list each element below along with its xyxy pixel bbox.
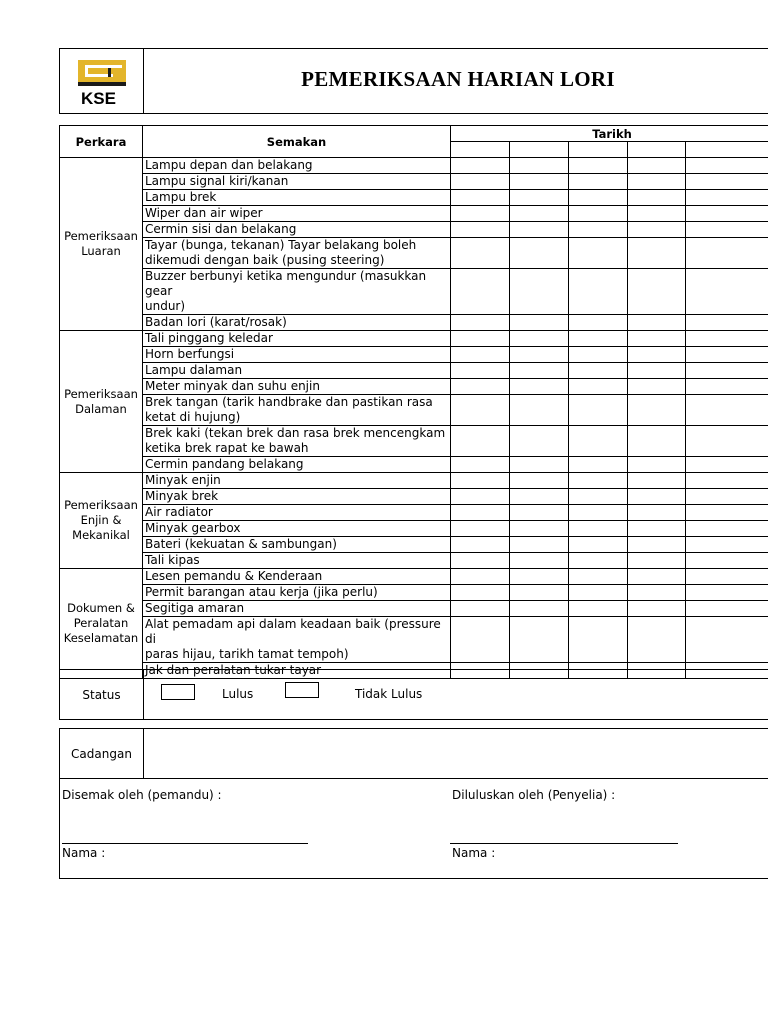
check-item — [143, 473, 451, 489]
table-row — [60, 489, 768, 505]
check-cell[interactable] — [628, 521, 686, 537]
check-cell[interactable] — [510, 585, 569, 601]
check-cell[interactable] — [510, 315, 569, 331]
check-cell[interactable] — [510, 158, 569, 174]
category-label: Mekanikal — [72, 528, 130, 542]
check-cell[interactable] — [628, 601, 686, 617]
check-item-text: Lesen pemandu & Kenderaan — [145, 569, 323, 583]
check-cell[interactable] — [451, 238, 510, 269]
check-cell[interactable] — [569, 426, 628, 457]
category-cell — [60, 569, 143, 679]
check-cell[interactable] — [686, 174, 768, 190]
category-cell — [60, 331, 143, 473]
check-cell[interactable] — [451, 190, 510, 206]
check-cell[interactable] — [569, 537, 628, 553]
check-item-text: Buzzer berbunyi ketika mengundur (masukkan gear — [145, 269, 427, 298]
check-cell[interactable] — [569, 379, 628, 395]
check-item — [143, 569, 451, 585]
check-cell[interactable] — [510, 395, 569, 426]
check-item — [143, 347, 451, 363]
check-cell[interactable] — [569, 521, 628, 537]
check-cell[interactable] — [510, 601, 569, 617]
check-item-text: Horn berfungsi — [145, 347, 235, 361]
check-item-text: Tayar (bunga, tekanan) Tayar belakang boleh — [145, 238, 417, 252]
check-cell[interactable] — [510, 379, 569, 395]
remarks-label: Cadangan — [60, 729, 144, 778]
check-item-text: undur) — [145, 299, 186, 313]
check-cell[interactable] — [451, 521, 510, 537]
table-row — [60, 363, 768, 379]
check-item-text: Meter minyak dan suhu enjin — [145, 379, 320, 393]
check-cell[interactable] — [686, 585, 768, 601]
check-cell[interactable] — [686, 379, 768, 395]
supervisor-signature-line[interactable] — [450, 843, 678, 844]
logo-text: KSE — [81, 89, 116, 108]
check-item-text: Brek tangan (tarik handbrake dan pastikan rasa — [145, 395, 433, 409]
date-cell[interactable] — [686, 142, 768, 158]
table-row — [60, 505, 768, 521]
check-item — [143, 617, 451, 663]
check-cell[interactable] — [686, 521, 768, 537]
table-row — [60, 553, 768, 569]
check-cell[interactable] — [686, 222, 768, 238]
table-row — [60, 601, 768, 617]
check-item — [143, 521, 451, 537]
check-item — [143, 537, 451, 553]
check-cell[interactable] — [686, 158, 768, 174]
check-item — [143, 158, 451, 174]
check-cell[interactable] — [569, 331, 628, 347]
check-cell[interactable] — [686, 473, 768, 489]
check-item — [143, 269, 451, 315]
check-cell[interactable] — [569, 363, 628, 379]
check-cell[interactable] — [451, 158, 510, 174]
table-row — [60, 174, 768, 190]
checked-by-label: Disemak oleh (pemandu) : — [62, 788, 222, 802]
form-header — [59, 48, 768, 114]
checklist-body — [60, 158, 768, 679]
category-label: Peralatan — [73, 616, 129, 630]
check-cell[interactable] — [510, 537, 569, 553]
check-cell[interactable] — [686, 426, 768, 457]
date-cell[interactable] — [569, 142, 628, 158]
check-item-text: Alat pemadam api dalam keadaan baik (pressure di — [145, 617, 441, 646]
check-cell[interactable] — [569, 489, 628, 505]
check-cell[interactable] — [451, 537, 510, 553]
check-cell[interactable] — [451, 363, 510, 379]
check-cell[interactable] — [569, 206, 628, 222]
check-cell[interactable] — [569, 553, 628, 569]
check-cell[interactable] — [686, 347, 768, 363]
check-cell[interactable] — [686, 269, 768, 315]
check-item — [143, 331, 451, 347]
check-cell[interactable] — [569, 174, 628, 190]
check-cell[interactable] — [451, 269, 510, 315]
check-cell[interactable] — [628, 505, 686, 521]
check-item — [143, 222, 451, 238]
check-item-text: Tali pinggang keledar — [145, 331, 273, 345]
check-cell[interactable] — [628, 331, 686, 347]
check-item-text: Jak dan peralatan tukar tayar — [145, 663, 322, 677]
table-row — [60, 426, 768, 457]
check-item-text: Minyak enjin — [145, 473, 221, 487]
table-row — [60, 331, 768, 347]
check-item-text: Cermin sisi dan belakang — [145, 222, 297, 236]
logo-cell — [60, 49, 144, 113]
check-cell[interactable] — [628, 269, 686, 315]
check-cell[interactable] — [569, 190, 628, 206]
check-item-text: Air radiator — [145, 505, 213, 519]
check-cell[interactable] — [569, 569, 628, 585]
check-cell[interactable] — [451, 585, 510, 601]
category-label: Pemeriksaan — [64, 229, 138, 243]
category-label: Pemeriksaan — [64, 386, 138, 401]
check-item — [143, 206, 451, 222]
check-cell[interactable] — [451, 553, 510, 569]
check-cell[interactable] — [510, 426, 569, 457]
status-label: Status — [60, 670, 144, 719]
check-item-text: Minyak brek — [145, 489, 219, 503]
check-cell[interactable] — [510, 222, 569, 238]
check-cell[interactable] — [628, 426, 686, 457]
check-item — [143, 395, 451, 426]
check-cell[interactable] — [686, 331, 768, 347]
check-cell[interactable] — [451, 331, 510, 347]
supervisor-name-label: Nama : — [452, 846, 496, 860]
check-cell[interactable] — [569, 473, 628, 489]
check-cell[interactable] — [628, 457, 686, 473]
check-cell[interactable] — [628, 553, 686, 569]
table-row — [60, 457, 768, 473]
check-cell[interactable] — [628, 363, 686, 379]
check-cell[interactable] — [451, 569, 510, 585]
form-title: PEMERIKSAAN HARIAN LORI — [301, 67, 615, 91]
check-cell[interactable] — [510, 190, 569, 206]
table-row — [60, 521, 768, 537]
check-cell[interactable] — [628, 347, 686, 363]
check-cell[interactable] — [686, 569, 768, 585]
check-item — [143, 363, 451, 379]
table-row — [60, 222, 768, 238]
check-cell[interactable] — [451, 206, 510, 222]
check-cell[interactable] — [510, 473, 569, 489]
check-cell[interactable] — [451, 315, 510, 331]
check-item — [143, 238, 451, 269]
table-row — [60, 569, 768, 585]
table-row — [60, 585, 768, 601]
table-row — [60, 347, 768, 363]
check-item — [143, 457, 451, 473]
check-item-text: Lampu depan dan belakang — [145, 158, 313, 172]
check-cell[interactable] — [569, 601, 628, 617]
check-cell[interactable] — [510, 347, 569, 363]
table-row — [60, 617, 768, 663]
check-item — [143, 426, 451, 457]
table-row — [60, 379, 768, 395]
check-cell[interactable] — [451, 457, 510, 473]
table-row — [60, 537, 768, 553]
table-row — [60, 190, 768, 206]
check-item-text: Permit barangan atau kerja (jika perlu) — [145, 585, 378, 599]
header-tarikh: Tarikh — [451, 126, 768, 142]
check-item — [143, 601, 451, 617]
check-cell[interactable] — [510, 363, 569, 379]
check-cell[interactable] — [451, 426, 510, 457]
table-row — [60, 238, 768, 269]
table-row — [60, 315, 768, 331]
check-cell[interactable] — [569, 395, 628, 426]
check-cell[interactable] — [628, 489, 686, 505]
category-label: Enjin & — [80, 513, 122, 527]
date-cell[interactable] — [628, 142, 686, 158]
fail-checkbox[interactable] — [285, 682, 319, 698]
check-item-text: Bateri (kekuatan & sambungan) — [145, 537, 337, 551]
check-cell[interactable] — [686, 206, 768, 222]
check-item — [143, 174, 451, 190]
check-cell[interactable] — [628, 395, 686, 426]
check-item-text: Brek kaki (tekan brek dan rasa brek mencengkam — [145, 426, 446, 440]
table-row — [60, 395, 768, 426]
check-item — [143, 379, 451, 395]
pass-label: Lulus — [222, 687, 254, 701]
check-cell[interactable] — [510, 331, 569, 347]
check-cell[interactable] — [451, 473, 510, 489]
check-cell[interactable] — [628, 238, 686, 269]
check-item-text: Badan lori (karat/rosak) — [145, 315, 287, 329]
check-cell[interactable] — [569, 269, 628, 315]
check-cell[interactable] — [628, 222, 686, 238]
check-cell[interactable] — [628, 473, 686, 489]
check-cell[interactable] — [569, 315, 628, 331]
check-item-text: paras hijau, tarikh tamat tempoh) — [145, 647, 349, 661]
check-cell[interactable] — [686, 190, 768, 206]
check-cell[interactable] — [569, 457, 628, 473]
check-cell[interactable] — [628, 315, 686, 331]
check-cell[interactable] — [510, 505, 569, 521]
check-item — [143, 489, 451, 505]
check-cell[interactable] — [451, 174, 510, 190]
check-cell[interactable] — [510, 206, 569, 222]
check-cell[interactable] — [510, 553, 569, 569]
check-item-text: Minyak gearbox — [145, 521, 241, 535]
check-item-text: ketika brek rapat ke bawah — [145, 441, 309, 455]
category-cell — [60, 158, 143, 331]
fail-label: Tidak Lulus — [355, 687, 423, 701]
check-cell[interactable] — [628, 379, 686, 395]
header-semakan: Semakan — [143, 126, 451, 158]
check-item-text: dikemudi dengan baik (pusing steering) — [145, 253, 385, 267]
check-cell[interactable] — [569, 238, 628, 269]
approved-by-label: Diluluskan oleh (Penyelia) : — [452, 788, 616, 802]
check-cell[interactable] — [451, 347, 510, 363]
check-item-text: Tali kipas — [145, 553, 200, 567]
check-cell[interactable] — [628, 585, 686, 601]
checklist-table — [59, 125, 768, 679]
check-item — [143, 190, 451, 206]
check-cell[interactable] — [569, 222, 628, 238]
check-cell[interactable] — [451, 395, 510, 426]
check-item-text: Wiper dan air wiper — [145, 206, 263, 220]
check-item — [143, 315, 451, 331]
header-perkara: Perkara — [60, 126, 143, 158]
category-label: Dalaman — [75, 401, 127, 416]
check-item-text: Lampu brek — [145, 190, 217, 204]
check-cell[interactable] — [628, 190, 686, 206]
check-cell[interactable] — [451, 489, 510, 505]
check-cell[interactable] — [628, 206, 686, 222]
date-cell[interactable] — [451, 142, 510, 158]
check-cell[interactable] — [628, 617, 686, 663]
check-cell[interactable] — [510, 269, 569, 315]
check-cell[interactable] — [686, 238, 768, 269]
check-cell[interactable] — [628, 537, 686, 553]
check-cell[interactable] — [510, 617, 569, 663]
category-cell — [60, 473, 143, 569]
check-item-text: Lampu signal kiri/kanan — [145, 174, 289, 188]
table-row — [60, 158, 768, 174]
check-cell[interactable] — [510, 569, 569, 585]
check-item — [143, 585, 451, 601]
table-row — [60, 269, 768, 315]
remarks-field[interactable] — [144, 729, 768, 778]
check-cell[interactable] — [569, 158, 628, 174]
check-cell[interactable] — [686, 489, 768, 505]
check-cell[interactable] — [510, 457, 569, 473]
check-cell[interactable] — [569, 585, 628, 601]
check-cell[interactable] — [451, 505, 510, 521]
check-item-text: Cermin pandang belakang — [145, 457, 304, 471]
driver-signature-line[interactable] — [62, 843, 308, 844]
date-cell[interactable] — [510, 142, 569, 158]
check-cell[interactable] — [686, 553, 768, 569]
check-cell[interactable] — [686, 617, 768, 663]
check-cell[interactable] — [628, 158, 686, 174]
signature-section — [59, 778, 768, 879]
category-label: Pemeriksaan — [64, 498, 138, 512]
pass-checkbox[interactable] — [161, 684, 195, 700]
check-cell[interactable] — [510, 489, 569, 505]
check-cell[interactable] — [451, 379, 510, 395]
category-label: Dokumen & — [67, 601, 135, 615]
check-cell[interactable] — [569, 505, 628, 521]
table-row — [60, 206, 768, 222]
check-item — [143, 553, 451, 569]
check-cell[interactable] — [686, 601, 768, 617]
check-cell[interactable] — [628, 174, 686, 190]
check-item-text: Lampu dalaman — [145, 363, 243, 377]
check-cell[interactable] — [686, 395, 768, 426]
check-cell[interactable] — [510, 238, 569, 269]
check-cell[interactable] — [686, 363, 768, 379]
check-item — [143, 505, 451, 521]
table-row — [60, 473, 768, 489]
check-cell[interactable] — [569, 347, 628, 363]
check-cell[interactable] — [569, 617, 628, 663]
category-label: Luaran — [81, 244, 121, 258]
check-item-text: ketat di hujung) — [145, 410, 241, 424]
check-cell[interactable] — [510, 521, 569, 537]
check-cell[interactable] — [686, 457, 768, 473]
check-item-text: Segitiga amaran — [145, 601, 245, 615]
check-cell[interactable] — [628, 569, 686, 585]
status-section — [59, 669, 768, 720]
check-cell[interactable] — [451, 222, 510, 238]
check-cell[interactable] — [451, 617, 510, 663]
check-cell[interactable] — [451, 601, 510, 617]
check-cell[interactable] — [686, 537, 768, 553]
check-cell[interactable] — [686, 505, 768, 521]
driver-name-label: Nama : — [62, 846, 106, 860]
check-cell[interactable] — [686, 315, 768, 331]
remarks-section — [59, 728, 768, 779]
check-cell[interactable] — [510, 174, 569, 190]
category-label: Keselamatan — [63, 631, 139, 645]
